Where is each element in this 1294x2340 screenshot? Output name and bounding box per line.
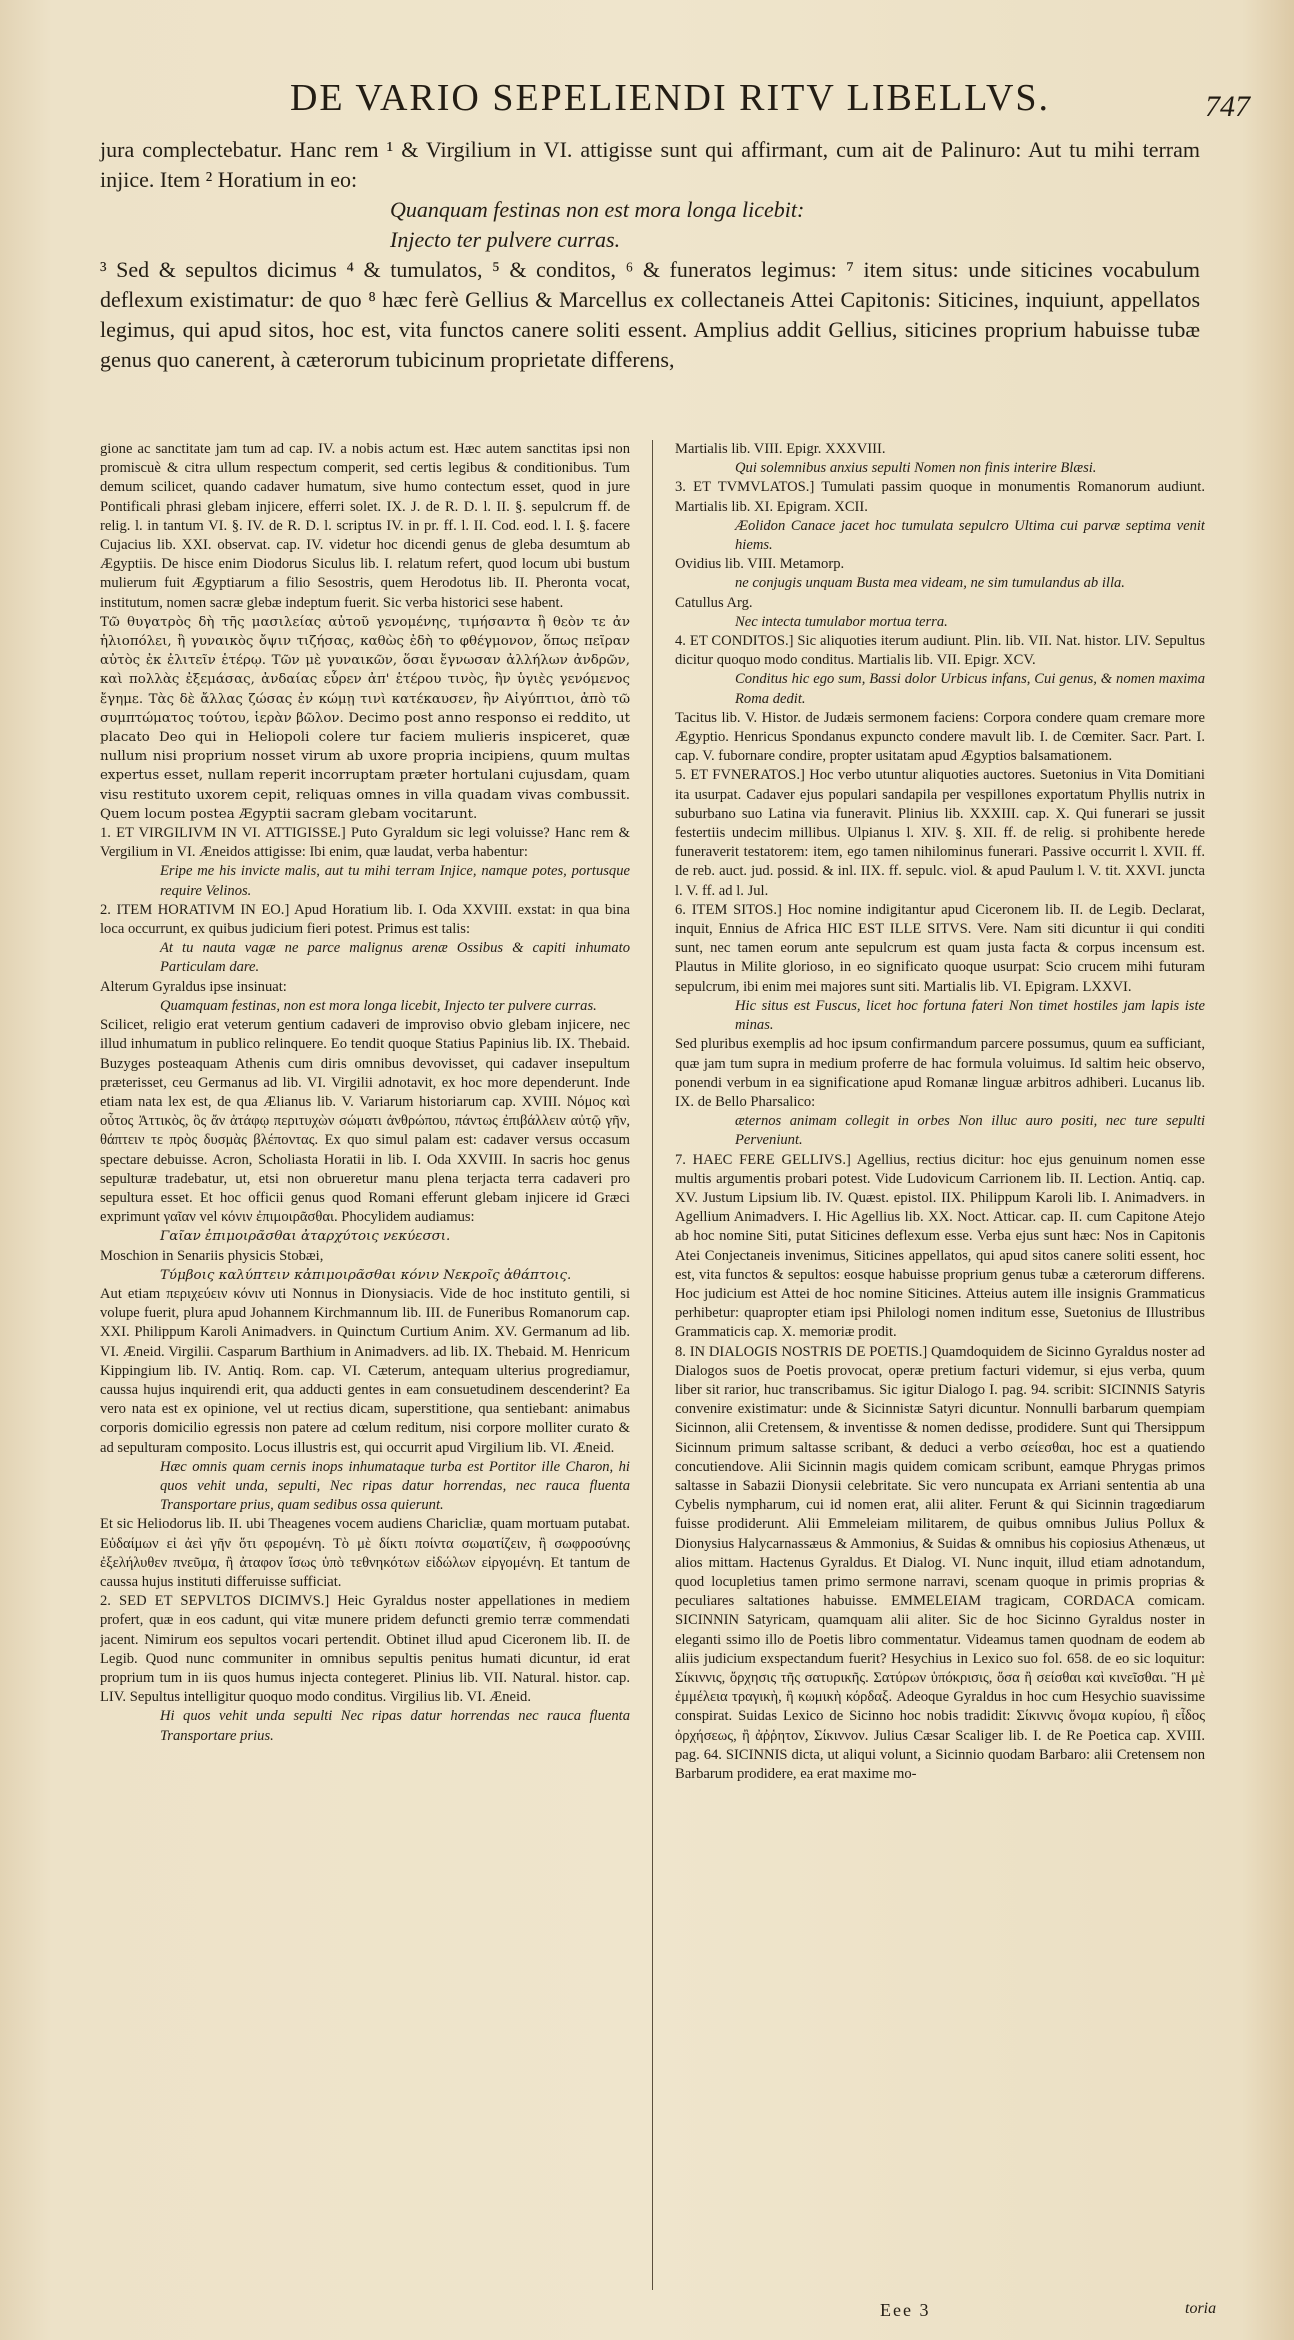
note-paragraph: 5. ET FVNERATOS.] Hoc verbo utuntur aliquoties auctores. Suetonius in Vita Domitiani ita usurpat. Cadaver ejus populari sandapila per vespillones exportatum Phyllis nutrix in suburbano suo Latina via funeravit. Plinius lib. XXXIII. cap. X. Qui funerari se jussit festertiis undecim millibus. Ulpianus l. XIV. §. XII. ff. de relig. si prohibente herede funeraverit testatorem: item, ego tamen nihilominus funerari. Passive occurrit l. XVII. ff. de reb. auct. jud. possid. & inl. IIX. ff. sepulc. viol. & apud Paulum l. V. tit. XXVI. juncta l. V. ff. ad l. Jul. <box>675 767 1205 899</box>
running-title: DE VARIO SEPELIENDI RITV LIBELLVS. <box>289 77 1051 119</box>
commentary-line: Moschion in Senariis physicis Stobæi, <box>100 1247 324 1264</box>
verse-quote: æternos animam collegit in orbes Non illuc auro positi, nec ture sepulti Perveniunt. <box>735 1113 1205 1149</box>
main-paragraph: ³ Sed & sepultos dicimus ⁴ & tumulatos, ⁵ & conditos, ⁶ & funeratos legimus: ⁷ item situs: unde siticines vocabulum deflexum existimatur: de quo ⁸ hæc ferè Gellius & Marcellus ex collectaneis Attei Capitonis: Siticines, inquiunt, appellatos legimus, qui apud sitos, hoc est, vita functos canere soliti essent. Amplius addit Gellius, siticines proprium habuisse tubæ genus quo canerent, à cæterorum tubicinum proprietate differens, <box>100 257 1200 372</box>
page-header <box>150 70 1250 130</box>
commentary-paragraph: Scilicet, religio erat veterum gentium cadaveri de improviso obvio glebam injicere, nec illud inhumatum in publico relinquere. Eo tendit quoque Statius Papinius lib. IX. Thebaid. Buzyges posteaquam Athenis cum diris omnibus devovisset, qui cadaver insepultum præterisset, ceu Germanus ad lib. VI. Virgilii adnotavit, ex hoc more dependerunt. Inde etiam nata lex est, de qua Ælianus lib. V. Variarum historiarum cap. XVIII. Νόμος καὶ οὗτος Ἀττικὸς, ὃς ἄν ἀτάφῳ περιτυχὼν σώματι ἀνθρώπου, πάντως ἐπιβάλλειν αὐτῷ γῆν, θάπτειν τε πρὸς δυσμὰς βλέποντας. Ex quo simul palam est: cadaver versus occasum spectare debuisse. Acron, Scholiasta Horatii in lib. I. Oda XXVIII. In sacris hoc genus sepulturæ tradebatur, ut, etsi non obrueretur manu plena terjacta terra cadaveri pro sepultura esset. Et hoc officii genus quod Romani efferunt glebam injicere id Græci exprimunt γαῖαν vel κόνιν ἐπιμοιρᾶσθαι. Phocylidem audiamus: <box>100 1017 630 1226</box>
greek-verse: Γαῖαν ἐπιμοιρᾶσθαι ἀταρχύτοις νεκύεσσι. <box>160 1229 451 1245</box>
verse-quote: ne conjugis unquam Busta mea videam, ne sim tumulandus ab illa. <box>735 575 1125 592</box>
commentary-paragraph: gione ac sanctitate jam tum ad cap. IV. a nobis actum est. Hæc autem sanctitas ipsi non promiscuè & citra ullum respectum comperit, sed certis legibus & conditionibus. Tum demum scilicet, quando cadaver humatum, sive humo contectum esset, quod in jure Pontificali phrasi glebam injicere, efferri solet. IX. J. de R. D. l. II. §. sepulcrum ff. de relig. l. in tantum VI. §. IV. de R. D. l. scriptus IV. in pr. ff. l. II. Cod. eod. l. I. §. facere Cujacius lib. XXI. observat. cap. IV. videtur hoc dicendi genus de gleba desumtum ab Ægyptiis. De hisce enim Diodorus Siculus lib. I. relatum refert, quod locum ubi bustum mulierum fuit Ægyptiarum a filio Sesostris, quem Herodotus lib. II. Pheronta vocat, institutum, nomen sacræ glebæ indeptum fuerit. Sic verba historici sese habent. <box>100 441 630 611</box>
verse-quote: Hæc omnis quam cernis inops inhumataque turba est Portitor ille Charon, hi quos vehit unda, sepulti, Nec ripas datur horrendas, nec rauca fluenta Transportare prius, quam sedibus ossa quierunt. <box>160 1458 630 1514</box>
commentary-paragraph: Et sic Heliodorus lib. II. ubi Theagenes vocem audiens Charicliæ, quam mortuam putabat. Εὐδαίμων εἰ ἀεὶ γῆν ὅτι φερομένη. Τὸ μὲ δίκτι ποίντα σωματίζειν, ἢ σωφροσύνης ἐξελήλυθεν πνεῦμα, ἢ ἀταφον ἴσως ὑπὸ τεθνηκότων εἰδώλων εἰργομένη. Et tantum de caussa hujus instituti differuisse sufficiat. <box>100 1516 630 1590</box>
note-paragraph: 6. ITEM SITOS.] Hoc nomine indigitantur apud Ciceronem lib. II. de Legib. Declarat, inquit, Ennius de Africa HIC EST ILLE SITVS. Vere. Nam siti dicuntur ii qui conditi sunt, nec tamen eorum ante sepulcrum est quam justa facta & corpus incensum est. Plautus in Milite glorioso, in eo significato quoque usurpat: Scio crucem mihi futuram sepulcrum, ibi enim mei majores sunt siti. Martialis lib. VI. Epigram. LXXVI. <box>675 901 1205 995</box>
verse-quote: Qui solemnibus anxius sepulti Nomen non finis interire Blæsi. <box>735 460 1097 477</box>
signature-mark: Eee 3 <box>880 2300 931 2320</box>
commentary-paragraph: Sed pluribus exemplis ad hoc ipsum confirmandum parcere possumus, quum ea sufficiant, quæ jam tum supra in medium proferre de hac formula voluimus. Id saltim heic observo, ponendi verbum in ea significatione apud Romanæ linguæ arbitros adhiberi. Lucanus lib. IX. de Bello Pharsalico: <box>675 1036 1205 1110</box>
catchword: toria <box>1185 2300 1217 2317</box>
commentary-line: Alterum Gyraldus ipse insinuat: <box>100 978 287 995</box>
commentary <box>100 440 1210 2290</box>
left-column <box>100 440 630 2290</box>
verse-quote: At tu nauta vagæ ne parce malignus arenæ Ossibus & capiti inhumato Particulam dare. <box>160 940 630 976</box>
page-number: 747 <box>1205 90 1250 123</box>
note-paragraph: 2. SED ET SEPVLTOS DICIMVS.] Heic Gyraldus noster appellationes in mediem profert, quæ in eos cadunt, qui vitæ munere pridem defuncti gremio terræ commendati jacent. Nimirum eos sepultos vocari pertendit. Obtinet illud apud Ciceronem lib. II. de Legib. Quod nunc communiter in omnibus sepultis penitus humati dicuntur, id erat proprium tum in iis quos humus injecta contegeret. Plinius lib. VII. Natural. histor. cap. LIV. Sepultus intelligitur quoquo modo conditus. Virgilius lib. VI. Æneid. <box>100 1593 630 1706</box>
note-paragraph: 7. HAEC FERE GELLIVS.] Agellius, rectius dicitur: hoc ejus genuinum nomen esse multis argumentis probari potest. Vide Ludovicum Carrionem lib. II. Lection. Antiq. cap. XV. Justum Lipsium lib. IV. Quæst. epistol. IIX. Philippum Karoli lib. I. Animadvers. in Agellium Animadvers. I. Hic Agellius lib. XX. Noct. Atticar. cap. II. cum Capitone Atejo ab hoc nomine Siti, putat Siticines deflexum esse. Verba ejus sunt hæc: Nos in Capitonis Atei Conjectaneis invenimus, Siticines appellatos, qui apud sitos canere soliti essent, hoc est, vita functos & sepultos: eosque habuisse proprium genus tubæ a cæterorum differens. Hoc judicium est Attei de hoc nomine Siticines. Atteius autem ille insignis Grammaticus perhibetur: quapropter etiam ipsi Philologi nomen inditum esse, Suetonius de Illustribus Grammaticis cap. X. memoriæ prodit. <box>675 1151 1205 1341</box>
main-text <box>100 135 1200 375</box>
commentary-line: Martialis lib. VIII. Epigr. XXXVIII. <box>675 441 886 457</box>
verse-quote: Hi quos vehit unda sepulti Nec ripas datur horrendas nec rauca fluenta Transportare prius. <box>160 1708 630 1744</box>
note-paragraph: 3. ET TVMVLATOS.] Tumulati passim quoque in monumentis Romanorum audiunt. Martialis lib. XI. Epigram. XCII. <box>675 479 1205 515</box>
main-paragraph: jura complectebatur. Hanc rem ¹ & Virgilium in VI. attigisse sunt qui affirmant, cum ait de Palinuro: Aut tu mihi terram injice. Item ² Horatium in eo: <box>100 137 1200 192</box>
note-paragraph: 2. ITEM HORATIVM IN EO.] Apud Horatium lib. I. Oda XXVIII. exstat: in qua bina loca occurrunt, ex quibus judicium fieri potest. Primus est talis: <box>100 901 630 938</box>
greek-verse: Τύμβοις καλύπτειν κἀπιμοιρᾶσθαι κόνιν Νεκροῖς ἀθάπτοις. <box>160 1267 572 1283</box>
verse-quote: Conditus hic ego sum, Bassi dolor Urbicus infans, Cui genus, & nomen maxima Roma dedit. <box>735 671 1205 707</box>
note-paragraph: 1. ET VIRGILIVM IN VI. ATTIGISSE.] Puto Gyraldum sic legi voluisse? Hanc rem & Vergilium in VI. Æneidos attigisse: Ibi enim, quæ laudat, verba habentur: <box>100 825 630 861</box>
commentary-line: Catullus Arg. <box>675 594 753 611</box>
commentary-line: Ovidius lib. VIII. Metamorp. <box>675 556 845 573</box>
commentary-paragraph: Tacitus lib. V. Histor. de Judæis sermonem faciens: Corpora condere quam cremare more Ægyptio. Henricus Spondanus expuncto condere mavult lib. I. de Cœmiter. Sacr. Part. I. cap. V. fubornare condire, propter usitatam apud Ægyptios balsamationem. <box>675 709 1205 765</box>
verse-quote: Æolidon Canace jacet hoc tumulata sepulcro Ultima cui parvæ septima venit hiems. <box>735 517 1205 554</box>
note-paragraph: 4. ET CONDITOS.] Sic aliquoties iterum audiunt. Plin. lib. VII. Nat. histor. LIV. Sepultus dicitur quoquo modo conditus. Martialis lib. VII. Epigr. XCV. <box>675 633 1205 669</box>
verse-quote: Quamquam festinas, non est mora longa licebit, Injecto ter pulvere curras. <box>160 997 597 1014</box>
note-paragraph: 8. IN DIALOGIS NOSTRIS DE POETIS.] Quamdoquidem de Sicinno Gyraldus noster ad Dialogos suos de Poetis provocat, operæ pretium facturi videmur, si ejus verba, quum liber sit rarior, huc transcribamus. Sic igitur Dialogo I. pag. 94. scribit: SICINNIS Satyris convenire existimatur: unde & Sicinnistæ Satyri dicuntur. Nonnulli barbarum quempiam Sicinnon, alii Cretensem, & inventisse & nomen dedisse, prodidere. Sunt qui Thersippum Sicinnum primum saltasse scribant, & deduci a verbo σείεσθαι, hoc est a quatiendo concutiendove. Alii Sicinnin magis quidem comicam scribunt, eamque Phrygas primos saltasse in Sabazii Dionysii celebritate. Sic vero nuncupata ex Arriani sententia ab una Cybelis nympharum, cui id nomen erat, alii aliter. Ferunt & qui Sicinnin tragœdiarum fuisse prodiderunt. Alii Emmeleiam militarem, de quibus omnibus Julius Pollux & Dionysius Halycarnassæus & Ammonius, & Suidas & omnibus his copiosius Athenæus, ut alios mittam. Hactenus Gyraldus. Et Dialog. VI. Nunc inquit, illud etiam adnotandum, quod locupletius tamen primo sermone narravi, scenam quoque in primis proprias & peculiares saltationes habuisse. EMMELEIAM tragicam, CORDACA comicam. SICINNIN Satyricam, quamquam alii aliter. Sic de hoc Sicinno Gyraldus noster in eleganti ssimo illo de Poetis libro commentatur. Videamus tamen quodnam de eodem ab aliis judicium exspectandum fuerit? Hesychius in Lexico suo fol. 658. de eo sic loquitur: Σίκιννις, ὄρχησις τῆς σατυρικῆς. Σατύρων ὑπόκρισις, ὅσα ἢ σείσθαι καὶ κινεῖσθαι. Ἢ μὲ ἐμμέλεια τραγικὴ, ἢ κωμικὴ κόρδαξ. Adeoque Gyraldus in hoc cum Hesychio suavissime conspirat. Suidas Lexico de Sicinno hoc nobis tradidit: Σίκιννις ὄνομα κυρίου, ἢ εἶδος ὀρχήσεως, ἢ ἀῤῥητον, Σίκιννον. Julius Cæsar Scaliger lib. I. de Re Poetica cap. XVIII. pag. 64. SICINNIS dicta, ut aliqui volunt, a Sicinnio quodam Barbaro: alii Cretensem non Barbarum prodidere, ea erat maxime mo- <box>675 1343 1205 1783</box>
verse-line: Injecto ter pulvere curras. <box>390 227 621 252</box>
verse-quote: Nec intecta tumulabor mortua terra. <box>735 613 948 630</box>
column-divider <box>652 440 653 2290</box>
verse-quote: Eripe me his invicte malis, aut tu mihi terram Injice, namque potes, portusque require Velinos. <box>160 863 630 899</box>
verse-quote: Hic situs est Fuscus, licet hoc fortuna fateri Non timet hostiles jam lapis iste minas. <box>735 997 1205 1034</box>
greek-passage: Τῶ θυγατρὸς δὴ τῆς μασιλείας αὐτοῦ γενομένης, τιμήσαντα ἢ θεὸν τε ἀν ἡλιοπόλει, ἢ γυναικὸς ὄψιν τιζήσας, καθὼς ἐδὴ το φθέγμονον, ὅπως πεῖραν αὐτὸς ἐκ ἐλιτεῖν ἑτέρῳ. Τῶν μὲ γυναικῶν, ὅσαι ἔγνωσαν ἀλλήλων ἀνδρῶν, καὶ πολλὰς ἐξεμάσας, ἀνδαίας εὗρεν ἀπ' ἑτέρου τινὸς, ἣν ὑγιὲς γενόμενος ἔγημε. Τὰς δὲ ἄλλας ζώσας ἐν κώμῃ τινὶ κατέκαυσεν, ἣν Αἰγύπτιοι, ἀπὸ τῶ συμπτώματος τούτου, ἱερὰν βῶλον. Decimo post anno responso ei reddito, ut placato Deo qui in Heliopoli colere tur faciem mulieris inspiceret, quæ nullum nisi proprium nosset virum ab uxore propria incipiens, quum multas expertus esset, nullam reperit incorruptam præter hortulani cujusdam, quam visu restituto uxorem cepit, reliquas omnes in villa quadam vivas combussit. Quem locum postea Ægyptii sacram glebam vocitarunt. <box>100 614 630 822</box>
commentary-paragraph: Aut etiam περιχεύειν κόνιν uti Nonnus in Dionysiacis. Vide de hoc instituto gentili, si volupe fuerit, plura apud Johannem Kirchmannum lib. III. de Funeribus Romanorum cap. XXI. Philippum Karoli Animadvers. in Quinctum Curtium Anim. XV. Germanum ad lib. VI. Æneid. Virgilii. Casparum Barthium in Animadvers. ad lib. IX. Thebaid. M. Henricum Kippingium lib. IV. Antiq. Rom. cap. VI. Cæterum, antequam ulterius progrediamur, caussa hujus inquirendi erit, qua adducti gentes in eam consuetudinem descenderint? Ea vero nata est ex opinione, vel ut rectius dicam, superstitione, qua sentiebant: animabus corporis domicilio egressis non patere ad cœlum reditum, nisi corpore molliter curato & ad sepulturam composito. Locus illustris est, qui occurrit apud Virgilium lib. VI. Æneid. <box>100 1285 630 1456</box>
verse-line: Quanquam festinas non est mora longa licebit: <box>390 197 805 222</box>
right-column <box>675 440 1205 2290</box>
